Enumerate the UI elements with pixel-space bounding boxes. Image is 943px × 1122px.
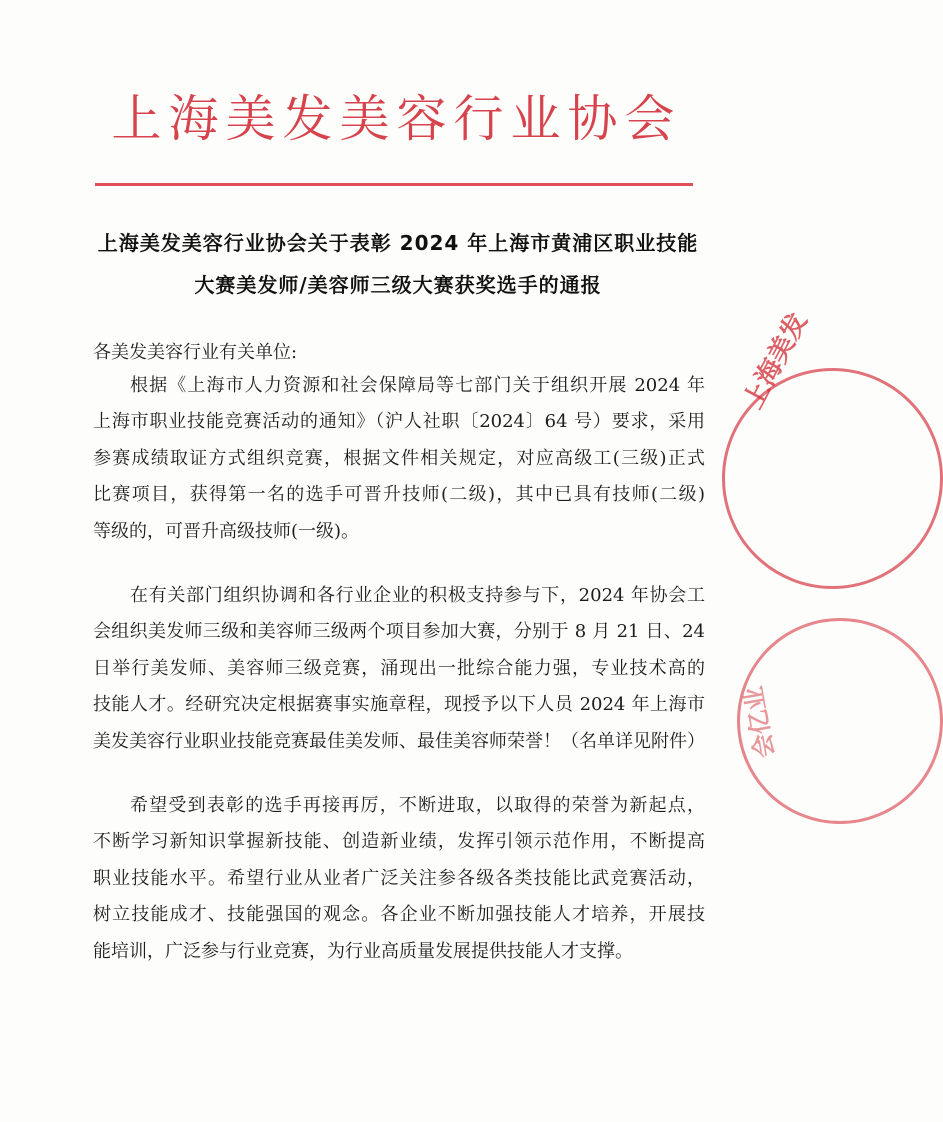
document-title-line-2: 大赛美发师/美容师三级大赛获奖选手的通报 xyxy=(194,273,602,297)
document-title-line-1: 上海美发美容行业协会关于表彰 2024 年上海市黄浦区职业技能 xyxy=(97,231,699,255)
paragraph-line: 上海市职业技能竞赛活动的通知》（沪人社职〔2024〕64 号）要求，采用 xyxy=(93,411,705,433)
paragraph-line: 美发美容行业职业技能竞赛最佳美发师、最佳美容师荣誉！（名单详见附件） xyxy=(93,730,705,752)
body-paragraph-1 xyxy=(93,368,705,550)
paragraph-line: 会组织美发师三级和美容师三级两个项目参加大赛，分别于 8 月 21 日、24 xyxy=(93,621,705,643)
org-masthead: 上海美发美容行业协会 xyxy=(111,90,682,148)
paragraph-line: 比赛项目，获得第一名的选手可晋升技师(二级)，其中已具有技师(二级) xyxy=(93,484,705,506)
salutation: 各美发美容行业有关单位: xyxy=(93,342,298,363)
official-seal-stamp-partial xyxy=(737,618,943,824)
paragraph-line: 不断学习新知识掌握新技能、创造新业绩，发挥引领示范作用，不断提高 xyxy=(93,831,705,853)
paragraph-line: 在有关部门组织协调和各行业企业的积极支持参与下，2024 年协会工 xyxy=(130,585,705,606)
seal-text: 上海美发 xyxy=(738,307,814,414)
paragraph-line: 希望受到表彰的选手再接再厉，不断进取，以取得的荣誉为新起点， xyxy=(130,795,705,816)
header-divider xyxy=(95,183,693,186)
paragraph-line: 技能人才。经研究决定根据赛事实施章程，现授予以下人员 2024 年上海市 xyxy=(93,694,705,716)
body-paragraph-2 xyxy=(93,578,705,760)
body-paragraph-3 xyxy=(93,788,705,970)
paragraph-line: 日举行美发师、美容师三级竞赛，涌现出一批综合能力强，专业技术高的 xyxy=(93,657,705,679)
paragraph-line: 根据《上海市人力资源和社会保障局等七部门关于组织开展 2024 年 xyxy=(130,375,705,396)
paragraph-line: 等级的，可晋升高级技师(一级)。 xyxy=(93,520,360,542)
paragraph-line: 树立技能成才、技能强国的观念。各企业不断加强技能人才培养，开展技 xyxy=(93,904,705,926)
paragraph-line: 职业技能水平。希望行业从业者广泛关注参各级各类技能比武竞赛活动， xyxy=(93,867,705,889)
official-seal-stamp xyxy=(722,307,943,589)
paragraph-line: 参赛成绩取证方式组织竞赛，根据文件相关规定，对应高级工(三级)正式 xyxy=(93,447,705,469)
paragraph-line: 能培训，广泛参与行业竞赛，为行业高质量发展提供技能人才支撑。 xyxy=(93,940,633,962)
seal-text: 会亿业 xyxy=(739,684,780,760)
